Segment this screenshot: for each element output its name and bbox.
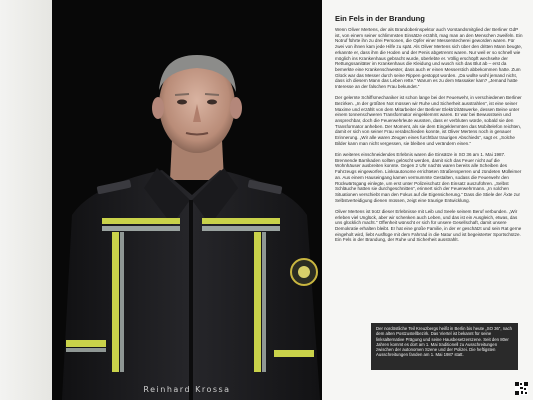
wall-margin — [0, 0, 52, 400]
info-box — [371, 323, 518, 370]
article-paragraph: Ein weiteres einschneidendes Erlebnis waren die Einsätze in SO 36 am 1. Mai 1987. Brennende Barrikaden sollten gelöscht werden, damit sich das Feuer nicht auf die Wohnhäuser ausbreiten konnte. Gegen 2 Uhr nachts waren bereits alle Scheiben des Fahrzeugs eingeworfen. Linksautonome errichteten Straßensperren und zündeten Mülleimer an. Aus einem Hauseingang kamen vermummte Gestalten, sodass die Feuerwehr den Rückwärtsgang einlegte, um erst unter Polizeischutz den Einsatz auszuführen. „Selbst Schläuche hatten sie durchgeschnitten“, erinnert sich der Feuerwehrmann. „In solchen Situationen verschiebt man den Fokus auf die Eigensicherung.“ Dass die Stiele der Äxte zur Selbstverteidigung dienen müssen, zeigt eine traurige Entwicklung. — [335, 152, 522, 203]
portrait-photo — [52, 0, 322, 400]
article-paragraph: Der gelernte Schiffsmechaniker ist schon lange bei der Feuerwehr, in verschiedenen Berliner Bezirken. „In der größten Not müssen wir Ruhe und Sicherheit ausstrahlen“, ist eine seiner Maxime und erzählt von dem Mitarbeiter der Berliner Elektrizitätswerke, dessen Beine unter einem tonnenschweren Transformator eingeklemmt waren. Er war bei Bewusstsein und ansprechbar, doch die Feuerwehrleute wussten, dass er verbluten würde, sobald sie den Transformator anheben. Der Moment, als sie dem Eingeklemmten das Mobiltelefon reichten, damit er sich von seiner Frau verabschieden konnte, ist Oliver Mertens noch in genauer Erinnerung. „Wir alle waren Zeugen eines furchtbar traurigen Abschieds“, sagt er. „Solche Bilder kann man nicht vergessen, sie bleiben und verändern einen.“ — [335, 95, 522, 146]
firefighter-portrait — [52, 0, 322, 400]
article-paragraph: Wenn Oliver Mertens, der als Brandoberinspektor auch Vorstandsmitglied der Berliner GdP ist, von einem seiner schlimmsten Einsätze erzählt, mag man an den Menschen zweifeln. Ein Notruf führte ihn zu drei Personen, die Opfer einer Messerstecherei geworden waren. Für zwei von ihnen kam jede Hilfe zu spät. Als Oliver Mertens sich über den dritten Mann beugte, erkannte er, dass ihm die Hoden und der Penis abgetrennt waren. Nur weil er so schnell wie möglich ins Krankenhaus gebracht wurde, überlebte er. Völlig erschöpft wechselte der Rettungssanitäter im Krankenhaus die Kleidung und wusch sich das Blut ab – erst da bemerkte eine Krankenschwester, dass auch er einen Messerstich abbekommen hatte. Zum Glück war das Messer durch seine Rippen gestoppt worden. „Da wollte wohl jemand nicht, dass ich diesem Mann das Leben rette.“ Warum es zu dem Massaker kam? „Jemand hatte Interesse an der falschen Frau bekundet.“ — [335, 27, 523, 90]
article-title: Ein Fels in der Brandung — [335, 14, 425, 23]
info-box-text: Der nordöstliche Teil Kreuzbergs heißt in Berlin bis heute „SO 36“, nach dem alten Postzustellbezirk. Das Viertel ist bekannt für seine linksalternative Prägung und seine Hausbesetzerszene. Seit den 80er Jahren kommt es dort am 1. Mai traditionell zu Ausschreitungen zwischen der autonomen Szene und der Polizei. Die heftigsten Ausschreitungen fanden am 1. Mai 1987 statt. — [376, 326, 513, 358]
article-paragraph: Oliver Mertens ist trotz dieser Erlebnisse mit Leib und Seele seinem Beruf verbunden. „Wir erleben viel Unglück, aber wir schenken auch Leben, und das ist ein Ausgleich, etwas, das uns glücklich macht.“ Offenheit wünscht er sich für unsere Gesellschaft, damit unsere Demokratie erhalten bleibt. Er hat eine große Familie, in der er geschätzt und sein Rat gerne eingeholt wird, liebt Ausflüge mit dem Fahrrad in die Natur und ist begeisterter Sportschütze. Ein Fels in der Brandung, der Ruhe und Sicherheit ausstrahlt. — [335, 208, 522, 243]
photo-credit: Reinhard Krossa — [143, 385, 231, 394]
article — [335, 14, 525, 249]
qr-code-icon — [515, 382, 528, 395]
